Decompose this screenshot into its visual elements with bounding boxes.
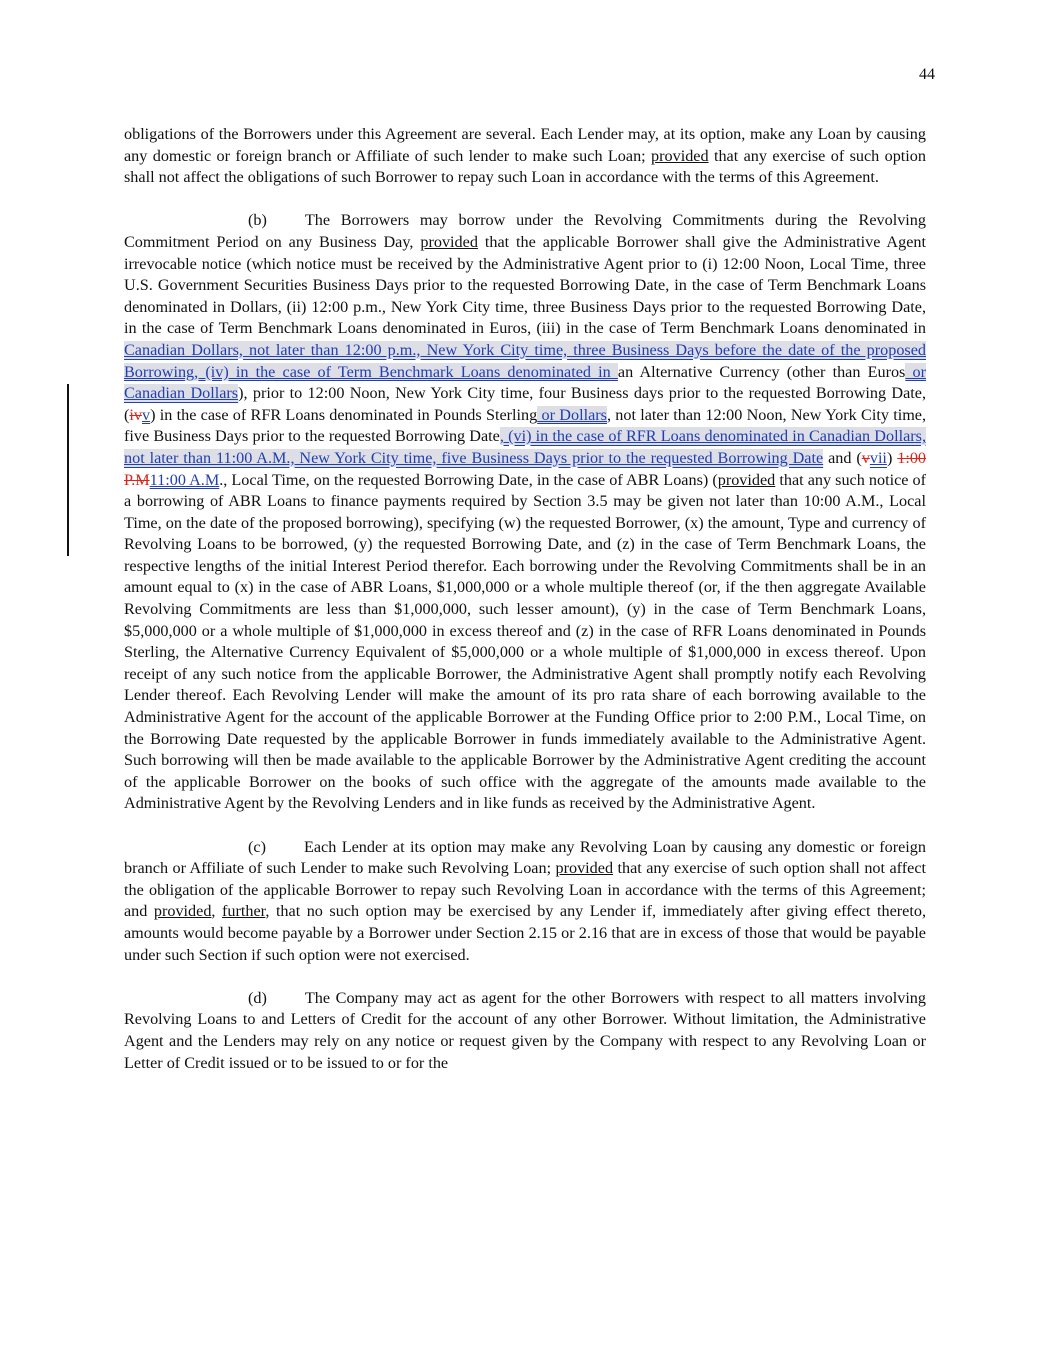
inserted-text: vii [869, 448, 887, 467]
text: ), prior to 12:00 Noon, New York City time, four Business days prior to the requested Borrowing Date, ( [124, 384, 926, 424]
inserted-text: 11:00 A.M [149, 470, 220, 489]
paragraph-label: (d) [248, 988, 267, 1007]
text: , [211, 902, 222, 921]
text: ) [886, 448, 898, 467]
text: , not later than 12:00 Noon, New York City time, five Business Days prior to the requested Borrowing Date [124, 405, 927, 446]
page-number: 44 [919, 66, 935, 83]
document-body [124, 124, 926, 1096]
paragraph-a-continuation [124, 124, 926, 189]
paragraph-label: (b) [248, 211, 267, 230]
text: that any exercise of such option shall not affect the obligation of the applicable Borrower to repay such Revolving Loan in accordance with the terms of this Agreement; and [124, 859, 926, 921]
provided-term: provided [651, 146, 709, 165]
provided-term: provided [420, 232, 478, 251]
text: that the applicable Borrower shall give the Administrative Agent irrevocable notice (which notice must be received by the Administrative Agent prior to (i) 12:00 Noon, Local Time, three U.S. Government Securities Business Days prior to the requested Borrowing Date, in the case of Term Benchmark Loans denominated in Dollars, (ii) 12:00 p.m., New York City time, three Business Days prior to the requested Borrowing Date, in the case of Term Benchmark Loans denominated in Euros, (iii) in the case of Term Benchmark Loans denominated in [124, 232, 926, 338]
inserted-text: or Dollars [537, 405, 607, 424]
text: The Borrowers may borrow under the Revolving Commitments during the Revolving Commitment Period on any Business Day, [124, 211, 926, 251]
text: The Company may act as agent for the other Borrowers with respect to all matters involving Revolving Loans to and Letters of Credit for the account of any other Borrower. Without limitation, the Administrative Agent and the Lenders may rely on any notice or request given by the Company with respect to any Revolving Loan or Letter of Credit issued or to be issued to or for the [124, 988, 926, 1072]
deleted-text: v [861, 448, 870, 467]
provided-term: provided [153, 902, 212, 921]
deleted-text: 1:00 P.M [124, 448, 927, 489]
text: and ( [823, 448, 862, 467]
text: Each Lender at its option may make any Revolving Loan by causing any domestic or foreign branch or Affiliate of such Lender to make such Revolving Loan; [124, 837, 926, 878]
paragraph-b [124, 210, 926, 815]
inserted-text: v [141, 405, 151, 424]
inserted-text: or Canadian Dollars [124, 362, 926, 403]
text: , that no such option may be exercised by any Lender if, immediately after giving effect thereto, amounts would become payable by a Borrower under Section 2.15 or 2.16 that are in excess of those that would be payable under such Section if such option were not exercised. [124, 902, 927, 964]
paragraph-label: (c) [248, 837, 266, 856]
text: an Alternative Currency (other than Euros [617, 362, 906, 381]
inserted-text: , (vi) in the case of RFR Loans denominated in Canadian Dollars, not later than 11:00 A.M., New York City time, five Business Days prior to the requested Borrowing Date [124, 427, 926, 467]
text: that any such notice of a borrowing of ABR Loans to finance payments required by Section 3.5 may be given not later than 10:00 A.M., Local Time, on the date of the proposed borrowing), specifying (w) the requested Borrower, (x) the amount, Type and currency of Revolving Loans to be borrowed, (y) the requested Borrowing Date, and (z) in the case of Term Benchmark Loans, the respective lengths of the initial Interest Period therefor. Each borrowing under the Revolving Commitments shall be in an amount equal to (x) in the case of ABR Loans, $1,000,000 or a whole multiple thereof (or, if the then aggregate Available Revolving Commitments are less than $1,000,000, such lesser amount), (y) in the case of Term Benchmark Loans, $5,000,000 or a whole multiple of $1,000,000 in excess thereof and (z) in the case of RFR Loans denominated in Pounds Sterling, the Alternative Currency Equivalent of $5,000,000 or a whole multiple of $1,000,000 in excess thereof. Upon receipt of any such notice from the applicable Borrower, the Administrative Agent shall promptly notify each Revolving Lender thereof. Each Revolving Lender will make the amount of its pro rata share of each borrowing available to the Administrative Agent for the account of the applicable Borrower at the Funding Office prior to 2:00 P.M., Local Time, on the Borrowing Date requested by the applicable Borrower in funds immediately available to the Administrative Agent. Such borrowing will then be made available to the applicable Borrower by the Administrative Agent crediting the account of the applicable Borrower on the books of such office with the aggregate of the amounts made available to the Administrative Agent by the Revolving Lenders and in like funds as received by the Administrative Agent. [124, 470, 926, 813]
revision-change-bar [67, 384, 69, 556]
further-term: further [221, 902, 266, 921]
text: obligations of the Borrowers under this Agreement are several. Each Lender may, at its option, make any Loan by causing any domestic or foreign branch or Affiliate of such lender to make such Loan; [124, 125, 926, 165]
deleted-text: iv [129, 405, 142, 424]
provided-term: provided [717, 470, 776, 489]
provided-term: provided [555, 859, 614, 878]
paragraph-d [124, 988, 926, 1074]
paragraph-c [124, 837, 926, 967]
text: ., Local Time, on the requested Borrowing Date, in the case of ABR Loans) ( [219, 470, 718, 489]
text: ) in the case of RFR Loans denominated in Pounds Sterling [150, 405, 538, 424]
inserted-text: Canadian Dollars, not later than 12:00 p.m., New York City time, three Business Days before the date of the proposed Borrowing, (iv) in the case of Term Benchmark Loans denominated in [124, 340, 926, 381]
text: that any exercise of such option shall not affect the obligations of such Borrower to repay such Loan in accordance with the terms of this Agreement. [124, 146, 926, 187]
